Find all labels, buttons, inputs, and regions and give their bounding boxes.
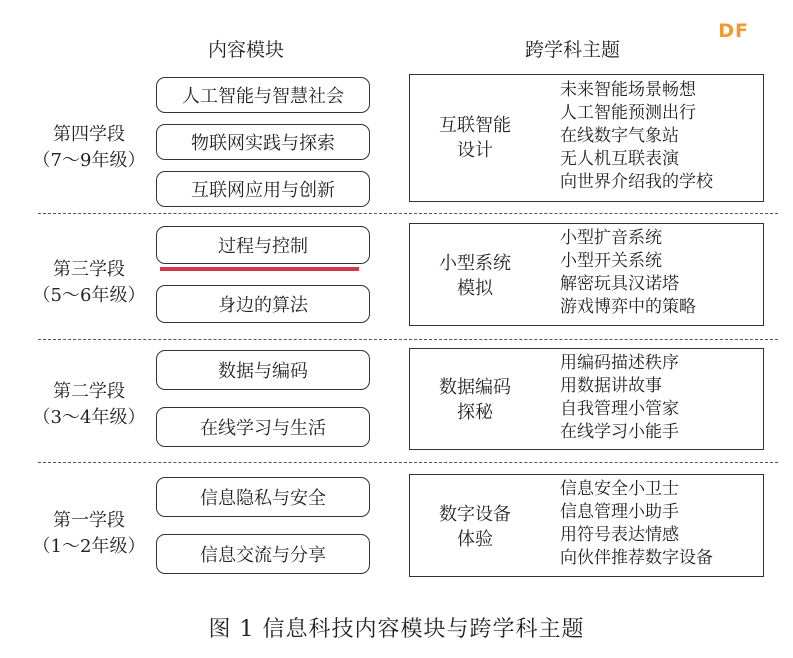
stage-4-label [28, 122, 150, 174]
theme-list-stage-2 [560, 352, 679, 444]
stage-4-grades: （7～9年级） [32, 150, 146, 171]
stage-2-grades: （3～4年级） [32, 407, 146, 428]
theme-item: 自我管理小管家 [560, 399, 679, 419]
highlight-underline [160, 267, 359, 271]
stage-2-label [28, 379, 150, 431]
theme-list-stage-4 [560, 79, 713, 194]
module-online-learning: 在线学习与生活 [156, 407, 370, 447]
module-data-encoding: 数据与编码 [156, 350, 370, 390]
module-iot-practice: 物联网实践与探索 [156, 124, 370, 160]
modules-column-header: 内容模块 [208, 39, 285, 61]
theme-item: 人工智能预测出行 [560, 103, 696, 123]
stage-3-grades: （5～6年级） [32, 285, 146, 306]
stage-3-label [28, 257, 150, 309]
theme-title-stage-2: 数据编码 探秘 [439, 377, 511, 423]
theme-list-stage-1 [560, 478, 713, 570]
theme-list-stage-3 [560, 227, 696, 319]
module-everyday-algorithms: 身边的算法 [156, 285, 370, 323]
module-internet-innovation: 互联网应用与创新 [156, 171, 370, 207]
stage-1-name: 第一学段 [53, 510, 125, 531]
theme-box-stage-3 [409, 223, 764, 326]
stage-2-name: 第二学段 [53, 381, 125, 402]
theme-title-stage-1: 数字设备 体验 [439, 504, 511, 550]
module-privacy-security: 信息隐私与安全 [156, 477, 370, 517]
theme-item: 游戏博弈中的策略 [560, 297, 696, 317]
module-process-control: 过程与控制 [156, 226, 370, 264]
theme-item: 小型扩音系统 [560, 228, 662, 248]
theme-item: 向伙伴推荐数字设备 [560, 548, 713, 568]
theme-item: 在线学习小能手 [560, 422, 679, 442]
stage-4-name: 第四学段 [53, 124, 125, 145]
stage-3-name: 第三学段 [53, 259, 125, 280]
theme-item: 用数据讲故事 [560, 376, 662, 396]
theme-item: 无人机互联表演 [560, 149, 679, 169]
theme-box-stage-1 [409, 474, 764, 577]
theme-box-stage-2 [409, 348, 764, 450]
theme-item: 小型开关系统 [560, 251, 662, 271]
theme-title-stage-3: 小型系统 模拟 [439, 253, 511, 299]
theme-item: 信息安全小卫士 [560, 479, 679, 499]
stage-1-label [28, 508, 150, 560]
theme-item: 解密玩具汉诺塔 [560, 274, 679, 294]
figure-caption: 图 1 信息科技内容模块与跨学科主题 [208, 617, 585, 642]
themes-column-header: 跨学科主题 [525, 39, 621, 61]
stage-divider [38, 462, 778, 463]
theme-item: 信息管理小助手 [560, 502, 679, 522]
module-ai-smart-society: 人工智能与智慧社会 [156, 77, 370, 113]
theme-title-stage-4: 互联智能 设计 [439, 115, 511, 161]
theme-item: 用符号表达情感 [560, 525, 679, 545]
theme-box-stage-4 [409, 74, 764, 202]
stage-divider [38, 339, 778, 340]
theme-item: 向世界介绍我的学校 [560, 172, 713, 192]
theme-item: 未来智能场景畅想 [560, 80, 696, 100]
module-info-sharing: 信息交流与分享 [156, 534, 370, 574]
stage-divider [38, 213, 778, 214]
df-logo: DF [718, 20, 749, 42]
stage-1-grades: （1～2年级） [32, 536, 146, 557]
theme-item: 用编码描述秩序 [560, 353, 679, 373]
theme-item: 在线数字气象站 [560, 126, 679, 146]
